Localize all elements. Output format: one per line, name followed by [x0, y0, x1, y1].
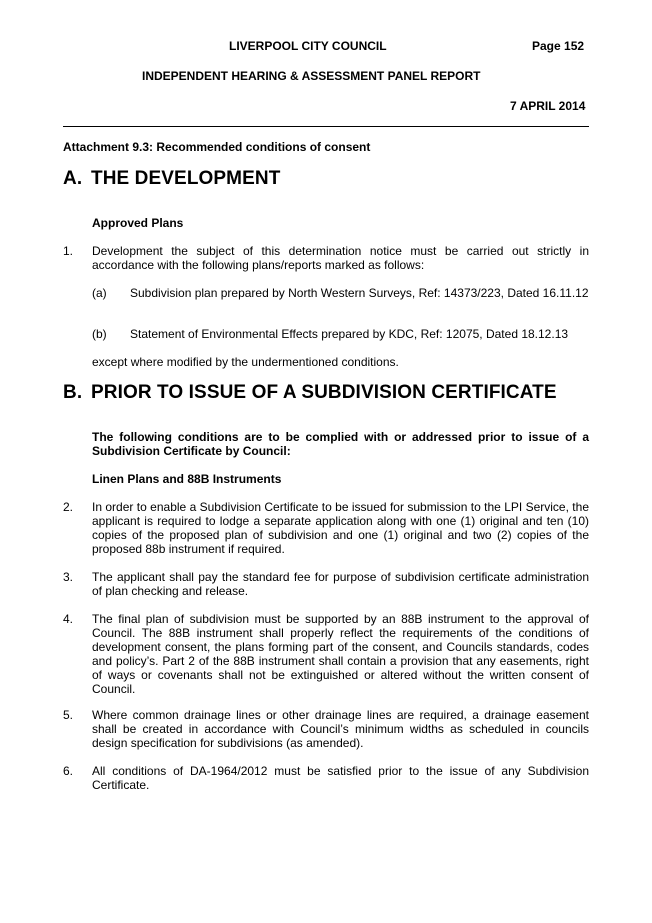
item-number: 3.: [63, 570, 74, 584]
item-number: 5.: [63, 708, 74, 722]
condition-4-text: The final plan of subdivision must be supported by an 88B instrument to the approval of Council. The 88B instrument shall properly reflect the requirements of the conditions of development consent, the plans forming part of the consent, and Councils standards, codes and policy’s. Part 2 of the 88B instrument shall contain a provision that any easements, right of ways or covenants shall not be extinguished or altered without the written consent of Council.: [92, 612, 589, 696]
report-date: 7 APRIL 2014: [510, 99, 586, 113]
condition-3-text: The applicant shall pay the standard fee for purpose of subdivision certificate administration of plan checking and release.: [92, 570, 589, 598]
condition-1-text: Development the subject of this determination notice must be carried out strictly in accordance with the following plans/reports marked as follows:: [92, 244, 589, 272]
item-number: 2.: [63, 500, 74, 514]
condition-2-text: In order to enable a Subdivision Certificate to be issued for submission to the LPI Service, the applicant is required to lodge a separate application along with one (1) original and ten (10) copies of the proposed plan of subdivision and one (1) original and two (2) copies of the proposed 88b instrument if required.: [92, 500, 589, 556]
section-a-title: THE DEVELOPMENT: [91, 168, 281, 189]
subitem-text: Subdivision plan prepared by North Western Surveys, Ref: 14373/223, Dated 16.11.12: [130, 286, 589, 300]
header-divider: [63, 126, 589, 127]
section-a-letter: A.: [63, 168, 83, 189]
item-number: 6.: [63, 764, 74, 778]
subitem-text: Statement of Environmental Effects prepared by KDC, Ref: 12075, Dated 18.12.13: [130, 327, 569, 341]
condition-6-text: All conditions of DA-1964/2012 must be satisfied prior to the issue of any Subdivision Certificate.: [92, 764, 589, 792]
linen-plans-heading: Linen Plans and 88B Instruments: [92, 472, 282, 486]
report-title: INDEPENDENT HEARING & ASSESSMENT PANEL REPORT: [142, 69, 481, 83]
section-b-letter: B.: [63, 382, 83, 403]
condition-1-closing: except where modified by the undermentioned conditions.: [92, 355, 399, 369]
section-b-title: PRIOR TO ISSUE OF A SUBDIVISION CERTIFICATE: [91, 382, 557, 403]
subitem-label: (b): [92, 327, 107, 341]
item-number: 1.: [63, 244, 74, 258]
page-number: Page 152: [532, 39, 585, 53]
subitem-label: (a): [92, 286, 107, 300]
attachment-title: Attachment 9.3: Recommended conditions of consent: [63, 140, 371, 154]
section-b-intro: The following conditions are to be complied with or addressed prior to issue of a Subdivision Certificate by Council:: [92, 430, 589, 458]
approved-plans-heading: Approved Plans: [92, 216, 184, 230]
section-a-heading: [63, 168, 589, 192]
condition-5-text: Where common drainage lines or other drainage lines are required, a drainage easement shall be created in accordance with Council’s minimum widths as scheduled in councils design specification for subdivisions (as amended).: [92, 708, 589, 750]
council-name: LIVERPOOL CITY COUNCIL: [229, 39, 387, 53]
item-number: 4.: [63, 612, 74, 626]
section-b-heading: [63, 382, 589, 406]
